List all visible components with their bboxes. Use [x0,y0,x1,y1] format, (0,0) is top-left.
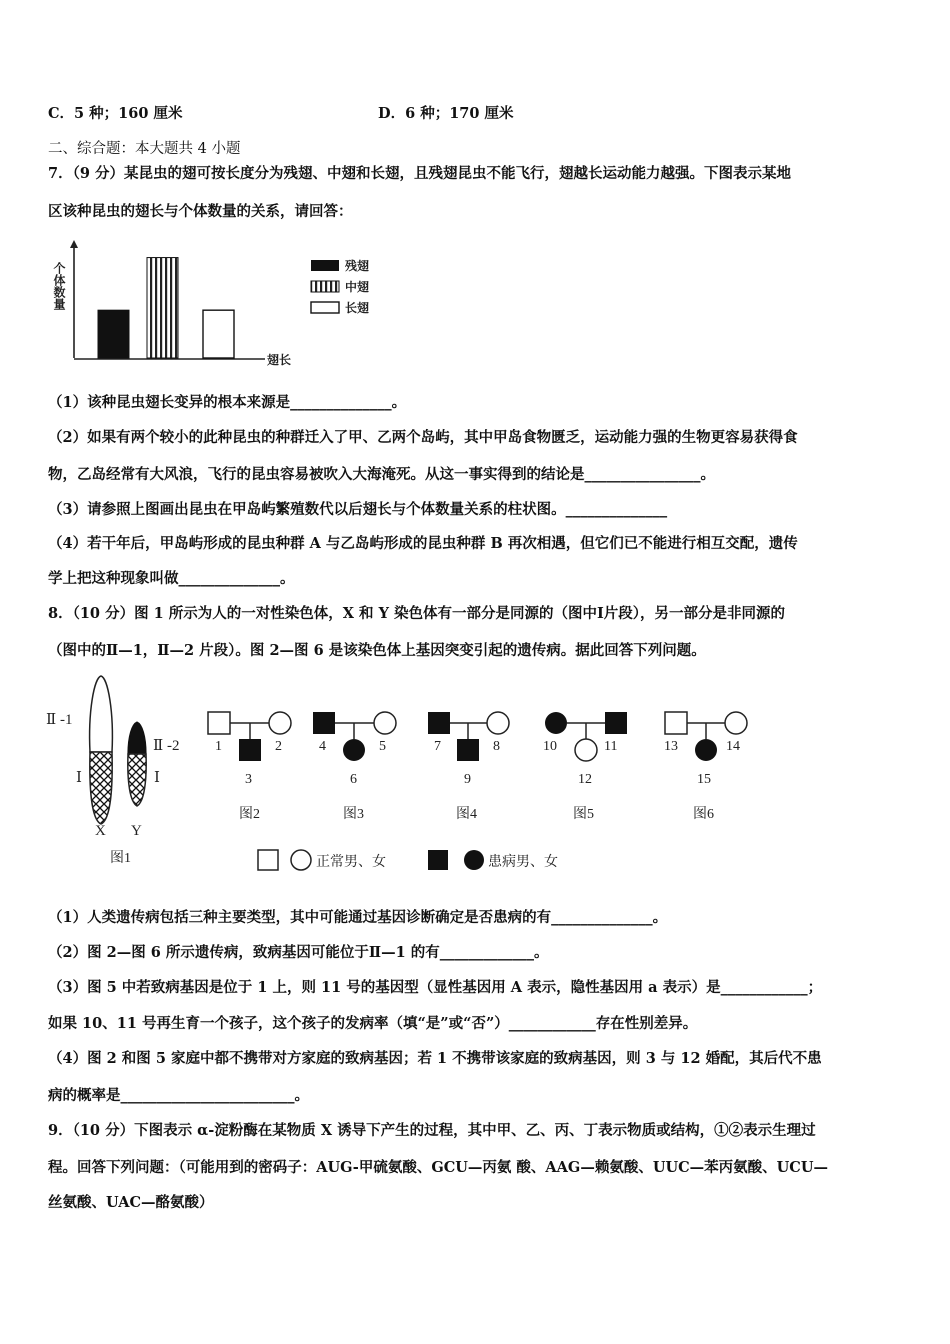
q8-stem-2: （图中的Ⅱ—1，Ⅱ—2 片段）。图 2—图 6 是该染色体上基因突变引起的遗传病。据此回答下列问题。 [48,642,706,659]
individual-13 [665,712,687,734]
option-d: D．6 种；170 厘米 [378,105,514,122]
legend-normal-male [258,850,278,870]
svg-text:13: 13 [664,739,678,754]
svg-text:1: 1 [215,739,222,754]
figure-4-caption: 图4 [456,807,477,822]
x-chromosome-upper [90,676,113,752]
q8-part-3-b: 如果 10、11 号再生育一个孩子，这个孩子的发病率（填“是”或“否”）____________存在性别差异。 [48,1015,698,1032]
individual-5 [374,712,396,734]
individual-3 [239,739,261,761]
svg-text:8: 8 [493,739,500,754]
individual-6 [343,739,365,761]
svg-text:3: 3 [245,772,252,787]
svg-text:10: 10 [543,739,557,754]
individual-4 [313,712,335,734]
q8-stem-1: 8．（10 分）图 1 所示为人的一对性染色体，X 和 Y 染色体有一部分是同源的（图中Ⅰ片段），另一部分是非同源的 [48,605,786,622]
individual-9 [457,739,479,761]
x-axis-label: 翅长 [267,353,292,367]
individual-8 [487,712,509,734]
x-label: X [95,823,106,839]
figure-3-caption: 图3 [343,807,364,822]
q7-stem-2: 区该种昆虫的翅长与个体数量的关系，请回答： [48,203,353,220]
q7-part-4-a: （4）若干年后，甲岛屿形成的昆虫种群 A 与乙岛屿形成的昆虫种群 B 再次相遇，但它们已不能进行相互交配，遗传 [48,535,798,552]
wing-length-bar-chart [52,238,415,373]
legend-label-long: 长翅 [345,301,370,315]
section-title: 二、综合题：本大题共 4 小题 [48,141,241,157]
y-axis-arrow [70,240,78,248]
legend-swatch-middle [311,281,339,292]
legend-affected-label: 患病男、女 [488,855,558,870]
figure-6-caption: 图6 [693,807,714,822]
svg-text:5: 5 [379,739,386,754]
legend-affected-female [464,850,484,870]
q7-stem-1: 7．（9 分）某昆虫的翅可按长度分为残翅、中翅和长翅，且残翅昆虫不能飞行，翅越长运动能力越强。下图表示某地 [48,165,791,182]
legend-normal-female [291,850,311,870]
individual-1 [208,712,230,734]
svg-text:12: 12 [578,772,592,787]
segment-i-right-label: Ⅰ [154,770,160,786]
figure-5-caption: 图5 [573,807,594,822]
svg-text:14: 14 [726,739,740,754]
q7-part-1: （1）该种昆虫翅长变异的根本来源是______________。 [48,394,407,411]
individual-15 [695,739,717,761]
q7-part-2-b: 物，乙岛经常有大风浪，飞行的昆虫容易被吹入大海淹死。从这一事实得到的结论是________________。 [48,466,715,483]
legend-swatch-residual [311,260,339,271]
legend-label-residual: 残翅 [345,259,370,273]
figure-1-caption: 图1 [110,851,131,866]
individual-10 [545,712,567,734]
q9-stem-1: 9．（10 分）下图表示 α-淀粉酶在某物质 X 诱导下产生的过程，其中甲、乙、丙、丁表示物质或结构，①②表示生理过 [48,1122,816,1139]
segment-i-left-label: Ⅰ [76,770,82,786]
individual-12 [575,739,597,761]
q8-part-2: （2）图 2—图 6 所示遗传病，致病基因可能位于Ⅱ—1 的有_____________。 [48,944,549,961]
legend-normal-label: 正常男、女 [316,855,386,870]
q7-part-2-a: （2）如果有两个较小的此种昆虫的种群迁入了甲、乙两个岛屿，其中甲岛食物匮乏，运动能力强的生物更容易获得食 [48,429,798,446]
bar-middle-wing [147,258,178,358]
svg-text:9: 9 [464,772,471,787]
y-chromosome-upper [128,722,146,754]
y-chromosome-lower [128,754,146,806]
pedigree-figure [40,672,760,882]
segment-ii1-label: Ⅱ -1 [46,712,73,728]
svg-text:4: 4 [319,739,326,754]
individual-11 [605,712,627,734]
y-axis-label: 个体数量 [52,262,66,310]
q8-part-4-b: 病的概率是________________________。 [48,1087,309,1104]
bar-residual-wing [98,310,129,358]
svg-text:2: 2 [275,739,282,754]
q8-part-4-a: （4）图 2 和图 5 家庭中都不携带对方家庭的致病基因；若 1 不携带该家庭的致病基因，则 3 与 12 婚配，其后代不患 [48,1050,822,1067]
q7-part-3: （3）请参照上图画出昆虫在甲岛屿繁殖数代以后翅长与个体数量关系的柱状图。______________ [48,501,668,518]
q9-stem-2: 程。回答下列问题：（可能用到的密码子：AUG-甲硫氨酸、GCU—丙氨 酸、AAG—赖氨酸、UUC—苯丙氨酸、UCU— [48,1159,828,1176]
segment-ii2-label: Ⅱ -2 [153,738,180,754]
legend-swatch-long [311,302,339,313]
option-c: C．5 种；160 厘米 [48,105,183,122]
individual-14 [725,712,747,734]
x-chromosome-lower [90,752,112,824]
bar-long-wing [203,310,234,358]
q9-stem-3: 丝氨酸、UAC—酪氨酸） [48,1194,214,1211]
q7-part-4-b: 学上把这种现象叫做______________。 [48,570,295,587]
y-label: Y [131,823,142,839]
svg-text:11: 11 [604,739,618,754]
legend-affected-male [428,850,448,870]
individual-7 [428,712,450,734]
individual-2 [269,712,291,734]
figure-2-caption: 图2 [239,807,260,822]
svg-text:15: 15 [697,772,711,787]
q8-part-1: （1）人类遗传病包括三种主要类型，其中可能通过基因诊断确定是否患病的有______________。 [48,909,668,926]
legend-label-middle: 中翅 [345,280,370,294]
svg-text:6: 6 [350,772,357,787]
svg-text:7: 7 [434,739,441,754]
q8-part-3-a: （3）图 5 中若致病基因是位于 1 上，则 11 号的基因型（显性基因用 A 表示，隐性基因用 a 表示）是____________； [48,979,823,996]
